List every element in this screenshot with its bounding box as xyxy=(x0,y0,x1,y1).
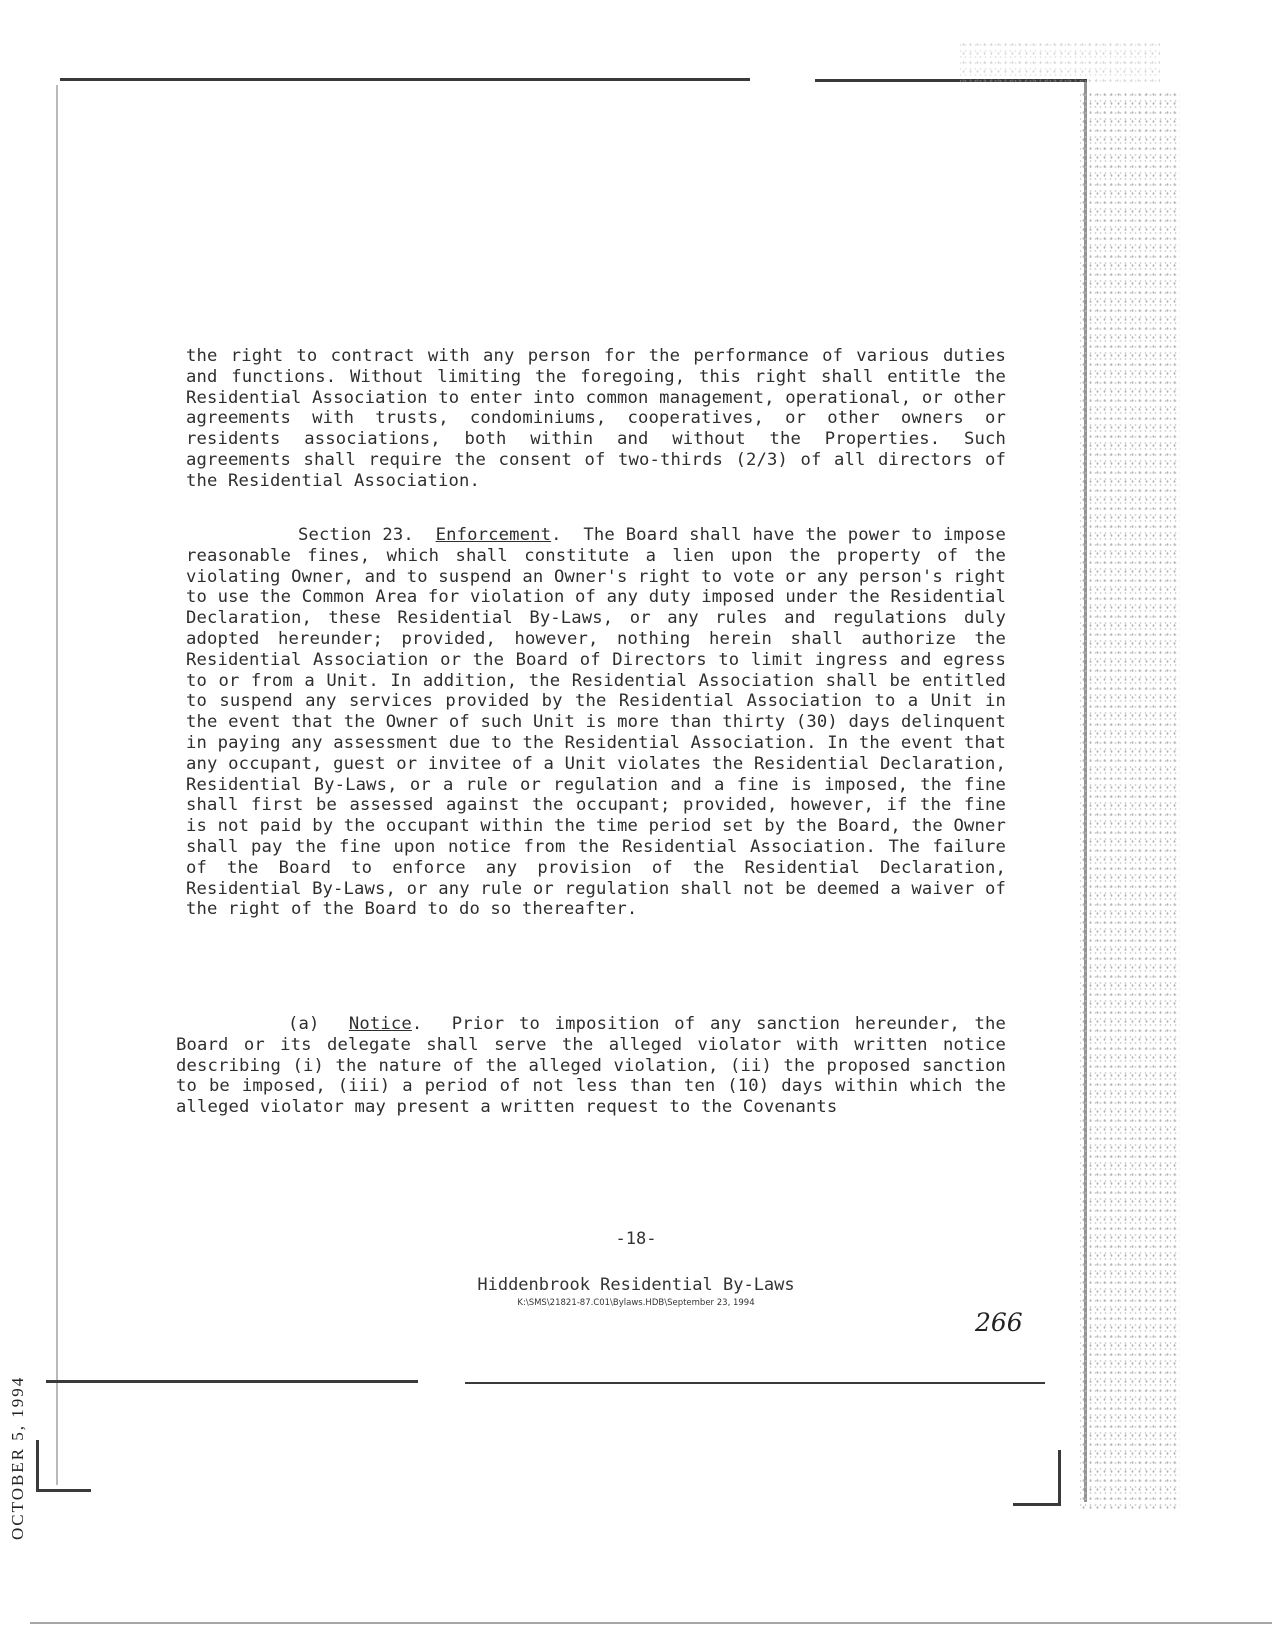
file-path: K:\SMS\21821-87.C01\Bylaws.HDB\September 23, 1994 xyxy=(517,1298,755,1308)
scan-bottom-edge xyxy=(30,1622,1272,1624)
corner-mark-bottom-left-h xyxy=(36,1489,91,1492)
scan-noise-right xyxy=(1080,90,1180,1510)
subsection-a-paragraph xyxy=(176,1014,1006,1118)
handwritten-record-number: 266 xyxy=(975,1308,1023,1337)
subsection-a-label: (a) xyxy=(288,1014,320,1034)
subsection-a-block xyxy=(176,1014,1006,1118)
section-23-paragraph xyxy=(186,525,1006,920)
page-number: -18- xyxy=(615,1229,657,1249)
subsection-a-text: Prior to imposition of any sanction hereunder, the Board or its delegate shall serve the alleged violator with written notice describing (i) the nature of the alleged violation, (ii) the proposed sanction to be imposed, (iii) a period of not less than ten (10) days within which the alleged violator may present a written request to the Covenants xyxy=(176,1014,1007,1118)
bylaws-body xyxy=(186,346,1006,492)
section-23-heading: Enforcement xyxy=(435,525,552,545)
scan-noise-top-right xyxy=(960,40,1160,85)
section-23-heading-punct: . xyxy=(551,525,562,545)
subsection-a-heading: Notice xyxy=(348,1014,412,1034)
recording-date-stamp: OCTOBER 5, 1994 xyxy=(8,1375,27,1540)
section-23-text: The Board shall have the power to impose reasonable fines, which shall constitute a lien upon the property of the violating Owner, and to suspend an Owner's right to vote or any person's right to use the Common Area for violation of any duty imposed under the Residential Declaration, these Residential By-Laws, or any rules and regulations duly adopted hereunder; provided, however, nothing herein shall authorize the Residential Association or the Board of Directors to limit ingress and egress to or from a Unit. In addition, the Residential Association shall be entitled to suspend any services provided by the Residential Association to a Unit in the event that the Owner of such Unit is more than thirty (30) days delinquent in paying any assessment due to the Residential Association. In the event that any occupant, guest or invitee of a Unit violates the Residential Declaration, Residential By-Laws, or a rule or regulation and a fine is imposed, the fine shall first be assessed against the occupant; provided, however, if the fine is not paid by the occupant within the time period set by the Board, the Owner shall pay the fine upon notice from the Residential Association. The failure of the Board to enforce any provision of the Residential Declaration, Residential By-Laws, or any rule or regulation shall not be deemed a waiver of the right of the Board to do so thereafter. xyxy=(186,525,1006,920)
bottom-border-right xyxy=(465,1382,1045,1384)
section-23-label: Section 23. xyxy=(298,525,414,545)
corner-mark-bottom-right-h xyxy=(1013,1503,1061,1506)
corner-mark-bottom-left-v xyxy=(36,1440,39,1490)
document-title: Hiddenbrook Residential By-Laws xyxy=(477,1275,795,1295)
bottom-border-left xyxy=(46,1380,418,1383)
section-23-block xyxy=(186,525,1006,920)
paragraph-contract-right: the right to contract with any person for the performance of various duties and functions. Without limiting the foregoing, this right shall entitle the Residential Association to enter into common management, operational, or other agreements with trusts, condominiums, cooperatives, or other owners or residents associations, both within and without the Properties. Such agreements shall require the consent of two-thirds (2/3) of all directors of the Residential Association. xyxy=(186,346,1006,491)
subsection-a-heading-punct: . xyxy=(411,1014,423,1034)
top-border-left xyxy=(60,78,750,81)
corner-mark-bottom-right-v xyxy=(1058,1450,1061,1505)
